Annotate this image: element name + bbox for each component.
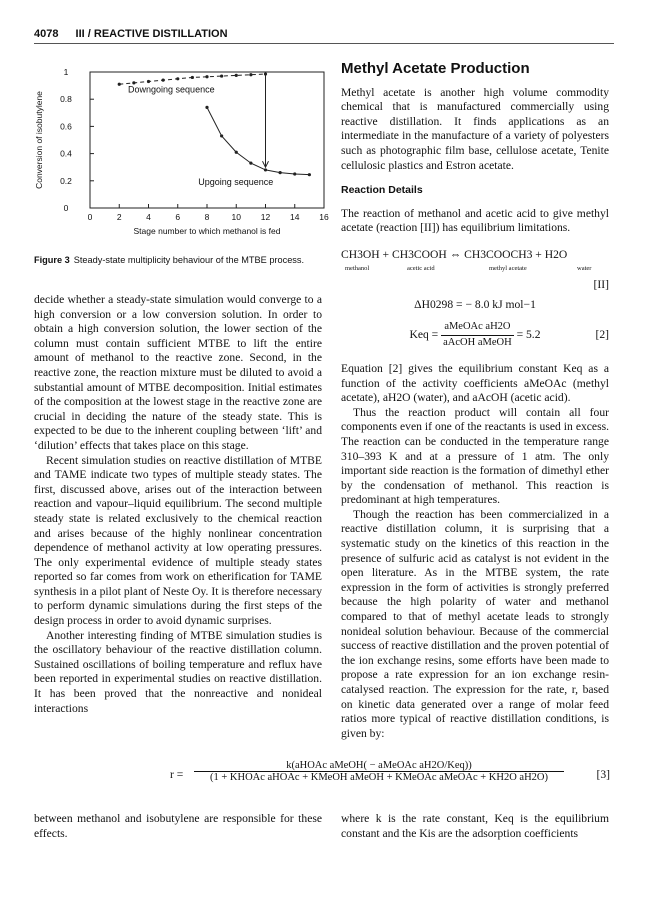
data-point [249, 162, 252, 165]
y-tick-label: 0.2 [60, 175, 72, 186]
y-axis-label: Conversion of isobutylene [34, 91, 44, 189]
series-line-0 [119, 74, 265, 84]
figure-caption [34, 254, 320, 266]
right-bottom-text: where k is the rate constant, Keq is the equilibrium constant and the Kis are the adsorption coefficients [341, 812, 609, 840]
rate-lhs: r = [170, 768, 184, 781]
right-paragraph-5: Though the reaction has been commercialized in a reactive distillation column, it is surprising that a systematic study on the kinetics of this reaction in the presence of sulfuric acid as catalyst is not evident in the open literature. As in the MTBE system, the rate expression in the form of activities is strongly preferred because the high polarity of water and methanol compared to that of methyl acetate leads to strongly nonideal solution behaviour. Because of the commercial success of reactive distillation and the proven potential of the ion exchange resins, some efforts have been made to propose a rate expression for an ion exchange resin-catalysed reaction. The expression for the rate, r, based on kinetic data generated over a range of molar feed ratios more typical of reactive distillation conditions, is given by: [341, 507, 609, 740]
y-tick-label: 0 [63, 203, 69, 213]
enthalpy-text: ΔH0298 = − 8.0 kJ mol−1 [414, 297, 536, 311]
reaction-label-acetic-acid: acetic acid [407, 264, 435, 272]
figure-label: Figure 3 [34, 255, 70, 265]
x-tick-label: 2 [116, 212, 122, 222]
keq-value: = 5.2 [516, 327, 541, 341]
left-paragraph-3: Another interesting finding of MTBE simulation studies is the oscillatory behaviour of the reactive distillation column. Sustained oscillations of boiling temperature and reflux have been reported in experimental studies on reactive distillation. It has been proved that the nonreactive and nonideal interactions [34, 628, 322, 715]
keq-equation [341, 320, 609, 352]
data-point [220, 74, 223, 77]
rate-number: [3] [596, 768, 610, 781]
data-point [235, 151, 238, 154]
keq-number: [2] [595, 327, 609, 341]
reaction-label-methanol: methanol [345, 264, 370, 272]
keq-fraction [441, 320, 514, 350]
reaction-number: [II] [593, 277, 609, 291]
data-point [162, 79, 165, 82]
section-title: Methyl Acetate Production [341, 60, 530, 77]
data-point [191, 76, 194, 79]
x-tick-label: 0 [87, 212, 93, 222]
x-tick-label: 4 [146, 212, 151, 222]
data-point [205, 106, 208, 109]
reaction-text: CH3OH + CH3COOH ⇔ CH3COOCH3 + H2O [341, 247, 568, 261]
x-tick-label: 10 [231, 212, 241, 222]
rate-fraction [194, 760, 564, 783]
right-paragraph-1: Methyl acetate is another high volume commodity chemical that is manufactured commercially using reactive distillation. It finds applications as an intermediate in the manufacture of a variety of polyesters such as photographic film base, cellulose acetate, Tenite cellulosic plastics and Estron acetate. [341, 85, 609, 172]
y-tick-label: 0.6 [60, 121, 72, 132]
left-bottom-text: between methanol and isobutylene are responsible for these effects. [34, 812, 322, 840]
keq-numerator: aMeOAc aH2O [441, 320, 514, 336]
data-point [118, 83, 121, 86]
x-axis-label: Stage number to which methanol is fed [133, 226, 281, 236]
conversion-chart [32, 58, 332, 248]
x-tick-label: 12 [260, 212, 271, 222]
page-header [34, 28, 614, 44]
data-point [249, 73, 252, 76]
reaction-label-water: water [577, 264, 592, 272]
right-paragraph-2: The reaction of methanol and acetic acid to give methyl acetate (reaction [II]) has equilibrium limitations. [341, 206, 609, 235]
page-number: 4078 [34, 28, 59, 40]
legend-downgoing: Downgoing sequence [128, 84, 215, 95]
data-point [308, 173, 311, 176]
right-paragraph-3: Equation [2] gives the equilibrium constant Keq as a function of the activity coefficients aMeOAc (methyl acetate), aH2O (water), and aAcOH (acetic acid). [341, 361, 609, 405]
right-paragraph-4: Thus the reaction product will contain all four components even if one of the reactants is used in excess. The reaction can be conducted in the temperature range 310–393 K and at a pressure of 1 atm. The only important side reaction is the formation of dimethyl ether by the condensation of methanol. This reaction is predominant at high temperatures. [341, 405, 609, 507]
data-point [205, 75, 208, 78]
series-line-1 [207, 107, 309, 174]
rate-denominator: (1 + KHOAc aHOAc + KMeOH aMeOH + KMeOAc aMeOAc + KH2O aH2O) [209, 772, 549, 783]
y-tick-label: 0.8 [60, 94, 72, 105]
enthalpy-equation [341, 298, 609, 314]
x-tick-label: 16 [319, 212, 329, 222]
x-tick-label: 6 [175, 212, 181, 222]
data-point [147, 80, 150, 83]
data-point [264, 168, 267, 171]
running-title: III / REACTIVE DISTILLATION [75, 28, 228, 40]
subsection-title: Reaction Details [341, 184, 423, 197]
left-column [34, 293, 322, 716]
keq-denominator: aAcOH aMeOH [443, 336, 512, 348]
x-tick-label: 14 [290, 212, 300, 222]
keq-lhs: Keq = [409, 327, 439, 341]
rate-numerator: k(aHOAc aMeOH( − aMeOAc aH2O/Keq)) [194, 760, 564, 772]
y-tick-label: 1 [63, 67, 69, 77]
left-paragraph-1: decide whether a steady-state simulation would converge to a high conversion or a low conversion solution. In order to obtain a high conversion solution, the lower section of the column must contain sufficient MTBE to lift the entire amount of methanol to the reactive zone. Second, in the reactive zone, the reaction mixture must be diluted to avoid a substantial amount of MTBE decomposition. Initial estimates of the composition at the lowest stage in the reactive zone are crucial in deciding the nature of the steady state. This is expected to be due to the inherent coupling between ‘lift’ and ‘dilution’ effects that takes place on this stage. [34, 293, 322, 452]
left-paragraph-2: Recent simulation studies on reactive distillation of MTBE and TAME indicate two types of multiple steady states. The first, discussed above, arises out of the interaction between reaction and vapour–liquid equilibrium. The second multiple steady state is related exclusively to the chemical reaction and arises because of the highly nonlinear concentration dependence of methanol activity at low operating pressures. The only experimental evidence of multiple steady states reported so far comes from work on etherification for TAME synthesis in a pilot plant of Neste Oy. It is therefore necessary to perform dynamic simulations during the first steps of the design process in order to avoid dynamic surprises. [34, 453, 322, 628]
right-column [341, 62, 609, 741]
figure-caption-text: Steady-state multiplicity behaviour of the MTBE process. [73, 255, 305, 265]
data-point [279, 171, 282, 174]
data-point [176, 77, 179, 80]
reaction-label-methyl-acetate: methyl acetate [489, 264, 527, 272]
legend-upgoing: Upgoing sequence [198, 176, 274, 187]
rate-equation [170, 760, 610, 790]
reaction-number-row [341, 278, 609, 292]
y-tick-label: 0.4 [60, 148, 72, 159]
x-tick-label: 8 [204, 212, 210, 222]
data-point [220, 134, 223, 137]
data-point [235, 74, 238, 77]
reaction-labels [341, 262, 609, 272]
data-point [293, 172, 296, 175]
